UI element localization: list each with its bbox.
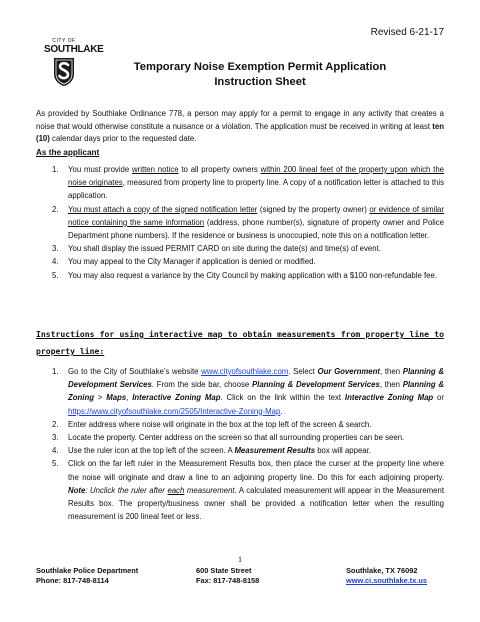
map-instructions-list	[52, 365, 444, 523]
item-text: , then	[379, 380, 403, 390]
footer-middle	[196, 566, 259, 586]
menu-path-text: Our Government	[317, 367, 380, 376]
list-item	[52, 269, 444, 282]
title-line-1: Temporary Noise Exemption Permit Application	[133, 61, 387, 73]
intro-bold-deadline: ten (10)	[36, 121, 444, 144]
item-number: 5.	[52, 459, 59, 469]
item-text: ,	[126, 393, 133, 403]
item-number: 4.	[52, 446, 59, 456]
footer-phone: Phone: 817-748-8114	[36, 576, 109, 585]
footer-city: Southlake, TX 76092	[346, 566, 418, 575]
item-text: , then	[380, 367, 403, 376]
list-item	[52, 431, 444, 444]
menu-path-text: Planning & Zoning	[68, 380, 444, 403]
item-underlined-text: or evidence of similar notice containing the same information	[68, 204, 444, 227]
note-text: measurement	[184, 485, 235, 495]
list-item	[52, 457, 444, 523]
item-text: , measured from property line to property line. A copy of a notification letter is attached to this application.	[68, 178, 444, 201]
applicant-list	[52, 163, 444, 282]
list-item	[52, 203, 444, 243]
map-instructions-heading: Instructions for using interactive map to obtain measurements from property line to property line:	[36, 329, 444, 356]
box-name-text: Measurement Results	[234, 446, 316, 456]
revision-date: Revised 6-21-17	[370, 27, 444, 38]
list-item	[52, 255, 444, 268]
item-text: . Click on the link within the text	[220, 393, 345, 403]
list-item	[52, 444, 444, 457]
menu-path-text: Interactive Zoning Map	[132, 393, 221, 403]
item-number: 4.	[52, 257, 59, 267]
item-text: . Select	[288, 367, 318, 376]
item-text: .	[280, 406, 283, 416]
document-title	[110, 60, 410, 90]
note-text: : Unclick the ruler after	[85, 485, 168, 495]
item-number: 3.	[52, 433, 59, 443]
item-underlined-text: You must attach a copy of the signed notification letter	[68, 204, 258, 214]
menu-path-text: Planning & Development Services	[68, 367, 444, 390]
item-text: Enter address where noise will originate in the box at the top left of the screen & search.	[68, 419, 372, 429]
item-number: 1.	[52, 367, 59, 376]
item-number: 3.	[52, 244, 59, 254]
footer-fax: Fax: 817-748-8158	[196, 576, 260, 585]
title-line-2: Instruction Sheet	[214, 76, 306, 88]
note-underlined-text: each	[167, 485, 185, 495]
footer-department: Southlake Police Department	[36, 566, 139, 575]
footer-right	[346, 566, 427, 586]
footer-street: 600 State Street	[196, 566, 252, 575]
item-text: >	[93, 393, 107, 403]
item-text: . A calculated measurement will appear in the Measurement Results box. The property/business owner shall be provided a notification letter when the resulting measurement is 200 lineal feet or less.	[68, 485, 444, 522]
item-number: 2.	[52, 419, 59, 429]
applicant-heading: As the applicant	[36, 148, 100, 157]
item-text: You must provide	[68, 165, 133, 174]
item-text: Go to the City of Southlake’s website	[68, 367, 202, 376]
intro-paragraph	[36, 108, 444, 146]
interactive-map-link[interactable]: https://www.cityofsouthlake.com/2505/Interactive-Zoning-Map	[68, 406, 281, 416]
item-text: Use the ruler icon at the top left of the screen. A	[68, 446, 235, 456]
list-item	[52, 365, 444, 418]
item-text: You shall display the issued PERMIT CARD on site during the date(s) and time(s) of event.	[68, 244, 381, 254]
footer-website-link[interactable]: www.ci.southlake.tx.us	[346, 576, 428, 585]
menu-path-text: Maps	[106, 393, 127, 403]
item-text: (address, phone number(s), signature of property owner and Police Department phone numbers). If the residence or business is unoccupied, note this on a notification letter.	[68, 217, 444, 241]
logo-city-text: CITY OF	[52, 38, 76, 44]
list-item	[52, 163, 444, 203]
item-text: or	[433, 393, 444, 403]
item-number: 1.	[52, 165, 59, 174]
intro-text-end: calendar days prior to the requested date.	[49, 134, 197, 144]
item-text: You may appeal to the City Manager if application is denied or modified.	[68, 257, 316, 267]
item-text: You may also request a variance by the City Council by making application with a $100 non-refundable fee.	[68, 270, 437, 280]
item-number: 5.	[52, 270, 59, 280]
footer-left	[36, 566, 138, 586]
intro-text: As provided by Southlake Ordinance 778, a person may apply for a permit to engage in any activity that creates a noise that would otherwise constitute a nuisance or a violation. The application must be received in writing at least	[36, 109, 444, 131]
item-text: . From the side bar, choose	[151, 380, 252, 390]
note-label: Note	[68, 485, 86, 495]
list-item	[52, 242, 444, 255]
item-text: to all property owners	[178, 165, 261, 174]
item-number: 2.	[52, 204, 59, 214]
item-underlined-text: within 200 lineal feet of the property upon which the noise originates	[68, 165, 445, 188]
item-text: Click on the far left ruler in the Measurement Results box, then place the curser at the property line where the noise will originate and draw a line to an adjoining property line. Do this for each adjoining property.	[68, 459, 444, 482]
logo-name-text: SOUTHLAKE	[44, 44, 104, 55]
item-text: (signed by the property owner)	[257, 204, 370, 214]
item-text: box will appear.	[315, 446, 371, 456]
menu-path-text: Planning & Development Services	[251, 380, 380, 390]
city-website-link[interactable]: www.cityofsouthlake.com	[201, 367, 289, 376]
page-number: 1	[237, 554, 243, 564]
menu-path-text: Interactive Zoning Map	[344, 393, 434, 403]
item-underlined-text: written notice	[132, 165, 179, 174]
item-text: Locate the property. Center address on the screen so that all surrounding properties can be seen.	[68, 433, 405, 443]
city-logo	[44, 38, 104, 87]
southlake-logo-icon	[52, 57, 76, 87]
list-item	[52, 418, 444, 431]
